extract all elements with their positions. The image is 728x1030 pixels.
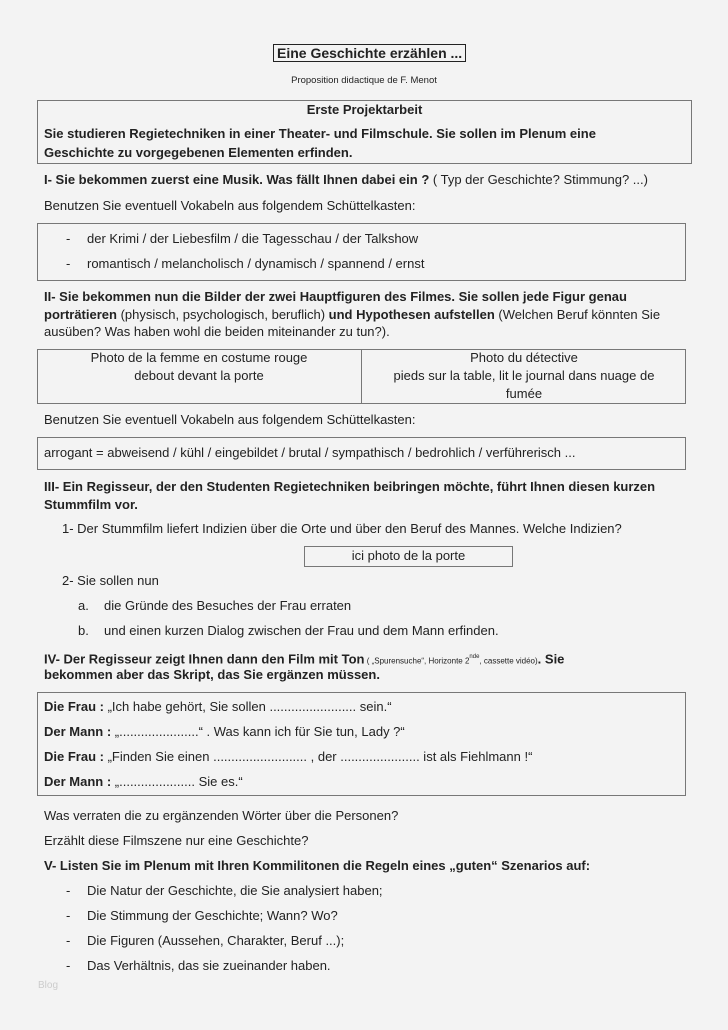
list-item: und einen kurzen Dialog zwischen der Frau und dem Mann erfinden. xyxy=(104,623,499,638)
dialog-line xyxy=(44,699,392,715)
bold-text: porträtieren xyxy=(44,307,117,322)
section-1-bold: I- Sie bekommen zuerst eine Musik. Was fällt Ihnen dabei ein ? xyxy=(44,172,430,187)
intro-heading: Erste Projektarbeit xyxy=(306,102,423,117)
question-1: 1- Der Stummfilm liefert Indizien über die Orte und über den Beruf des Mannes. Welche Indizien? xyxy=(62,521,622,536)
photo-woman: Photo de la femme en costume rouge debout devant la porte xyxy=(90,350,308,383)
list-item: Die Natur der Geschichte, die Sie analysiert haben; xyxy=(87,883,383,898)
vocab-list: arrogant = abweisend / kühl / eingebildet / brutal / sympathisch / bedrohlich / verführerisch ... xyxy=(44,445,576,460)
superscript: nde xyxy=(469,654,480,660)
bold-text: IV- Der Regisseur zeigt Ihnen dann den Film mit Ton xyxy=(44,651,365,667)
dash: - xyxy=(66,908,71,923)
dash: - xyxy=(66,256,71,271)
dialog-line xyxy=(44,724,405,740)
reference: , cassette vidéo) xyxy=(479,656,538,666)
section-1-heading xyxy=(44,172,648,188)
list-item: Die Figuren (Aussehen, Charakter, Beruf ...); xyxy=(87,933,345,948)
dialog-line xyxy=(44,774,243,790)
vocab-intro: Benutzen Sie eventuell Vokabeln aus folgendem Schüttelkasten: xyxy=(44,198,416,213)
line-text: „..................... Sie es.“ xyxy=(111,774,243,789)
intro-line: Geschichte zu vorgegebenen Elementen erfinden. xyxy=(44,145,353,160)
text: (physisch, psychologisch, beruflich) xyxy=(116,307,329,322)
list-item: die Gründe des Besuches der Frau erraten xyxy=(104,598,352,613)
section-3-heading: III- Ein Regisseur, der den Studenten Regietechniken beibringen möchte, führt Ihnen diesen kurzen xyxy=(44,479,656,494)
watermark: Blog xyxy=(38,980,59,991)
page-title: Eine Geschichte erzählen ... xyxy=(273,44,466,62)
speaker: Der Mann : xyxy=(44,774,112,789)
dash: - xyxy=(66,958,71,973)
section-2-line xyxy=(44,307,660,323)
section-1-hint: ( Typ der Geschichte? Stimmung? ...) xyxy=(429,172,648,187)
speaker: Die Frau : xyxy=(44,699,104,714)
list-item: Das Verhältnis, das sie zueinander haben. xyxy=(87,958,331,973)
section-4-heading: bekommen aber das Skript, das Sie ergänzen müssen. xyxy=(44,667,380,682)
list-item: Die Stimmung der Geschichte; Wann? Wo? xyxy=(87,908,338,923)
list-marker: a. xyxy=(78,598,89,613)
list-item: der Krimi / der Liebesfilm / die Tagesschau / der Talkshow xyxy=(87,231,419,246)
speaker: Die Frau : xyxy=(44,749,104,764)
list-marker: b. xyxy=(78,623,89,638)
section-5-heading: V- Listen Sie im Plenum mit Ihren Kommilitonen die Regeln eines „guten“ Szenarios auf: xyxy=(44,858,591,873)
section-3-heading: Stummfilm vor. xyxy=(44,497,138,512)
subtitle: Proposition didactique de F. Menot xyxy=(291,75,437,86)
section-2-heading: II- Sie bekommen nun die Bilder der zwei Hauptfiguren des Filmes. Sie sollen jede Figur genau xyxy=(44,289,627,304)
dash: - xyxy=(66,231,71,246)
line-text: „Finden Sie einen .......................... , der ...................... ist als Fiehlmann !“ xyxy=(103,749,533,764)
reference: ( „Spurensuche“, Horizonte 2 xyxy=(364,656,470,666)
line-text: „......................“ . Was kann ich für Sie tun, Lady ?“ xyxy=(111,724,405,739)
question-2: 2- Sie sollen nun xyxy=(62,573,159,588)
question: Erzählt diese Filmszene nur eine Geschichte? xyxy=(44,833,309,848)
dash: - xyxy=(66,883,71,898)
line-text: „Ich habe gehört, Sie sollen ........................ sein.“ xyxy=(103,699,392,714)
vocab-intro: Benutzen Sie eventuell Vokabeln aus folgendem Schüttelkasten: xyxy=(44,412,416,427)
text: (Welchen Beruf könnten Sie xyxy=(494,307,661,322)
section-2-line: ausüben? Was haben wohl die beiden miteinander zu tun?). xyxy=(44,324,390,339)
question: Was verraten die zu ergänzenden Wörter über die Personen? xyxy=(44,808,399,823)
intro-line: Sie studieren Regietechniken in einer Theater- und Filmschule. Sie sollen im Plenum eine xyxy=(44,126,596,141)
photo-detective: Photo du détective pieds sur la table, lit le journal dans nuage de fumée xyxy=(393,350,655,401)
dash: - xyxy=(66,933,71,948)
dialog-line xyxy=(44,749,532,765)
bold-text: und Hypothesen aufstellen xyxy=(328,307,495,322)
bold-text: . Sie xyxy=(537,651,565,667)
list-item: romantisch / melancholisch / dynamisch / spannend / ernst xyxy=(87,256,425,271)
speaker: Der Mann : xyxy=(44,724,112,739)
photo-door: ici photo de la porte xyxy=(351,548,466,563)
